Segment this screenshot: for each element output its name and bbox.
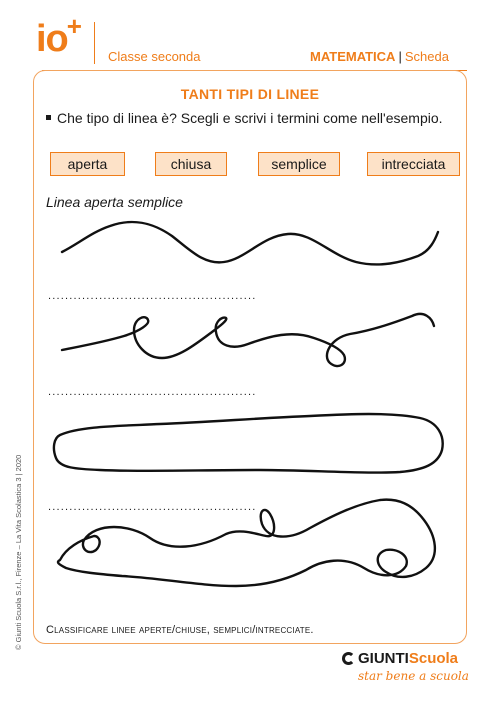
logo-plus: +	[66, 11, 81, 41]
subject-name: MATEMATICA	[310, 49, 396, 64]
learning-objective: Classificare linee aperte/chiuse, semplici/intrecciate.	[46, 624, 314, 636]
worksheet-title: TANTI TIPI DI LINEE	[180, 86, 320, 102]
answer-line-3[interactable]: .................................................	[48, 501, 257, 513]
brand-giunti: GIUNTI	[358, 650, 409, 667]
giunti-g-icon	[342, 652, 355, 665]
brand-logo	[342, 650, 469, 667]
line-closed-simple	[54, 414, 443, 473]
line-open-simple	[62, 222, 438, 265]
subject-separator: |	[398, 49, 402, 64]
example-answer: Linea aperta semplice	[46, 194, 183, 210]
term-box-semplice: semplice	[258, 152, 340, 176]
answer-line-2[interactable]: .................................................	[48, 386, 257, 398]
logo-text: io	[36, 18, 68, 60]
instruction-text: Che tipo di linea è? Scegli e scrivi i termini come nell'esempio.	[57, 110, 443, 126]
doc-type: Scheda	[404, 49, 449, 64]
brand-tagline: star bene a scuola	[358, 669, 469, 683]
line-open-intertwined	[62, 314, 434, 366]
term-box-intrecciata: intrecciata	[367, 152, 460, 176]
copyright-notice: © Giunti Scuola S.r.l., Firenze – La Vita Scolastica 3 | 2020	[14, 454, 23, 650]
grade-label: Classe seconda	[108, 49, 201, 64]
term-box-aperta: aperta	[50, 152, 125, 176]
brand-scuola: Scuola	[408, 650, 459, 667]
term-box-chiusa: chiusa	[155, 152, 227, 176]
giunti-scuola-brand	[342, 650, 469, 683]
answer-line-1[interactable]: .................................................	[48, 290, 257, 302]
